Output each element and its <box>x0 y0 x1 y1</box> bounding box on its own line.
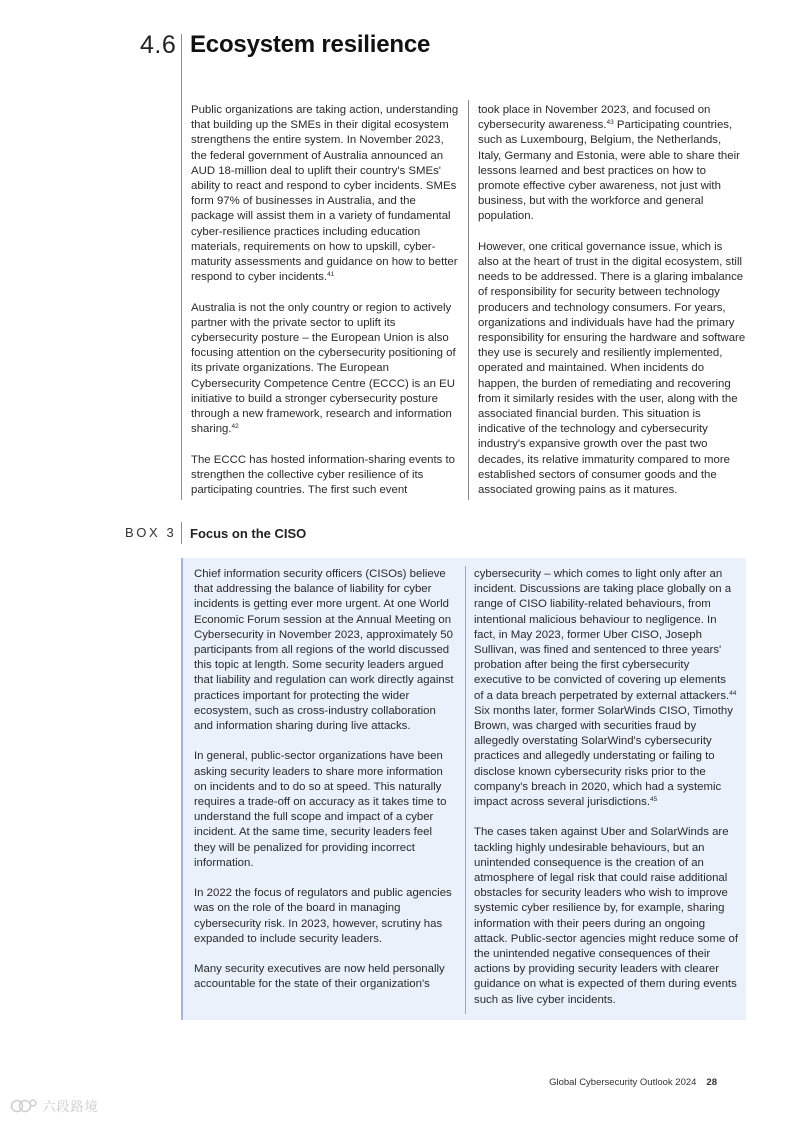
box-column-right <box>474 567 738 1008</box>
main-column-left <box>191 103 461 498</box>
paragraph: The cases taken against Uber and SolarWinds are tackling highly undesirable behaviours, but an unintended consequence is the creation of an atmosphere of legal risk that could raise additional obstacles for security leaders who wish to improve systemic cyber resilience by, for example, sharing information with their peers during an ongoing attack. Public-sector agencies might reduce some of the unintended negative consequences of their actions by providing security leaders with clearer guidance on what is expected of them during events such as live cyber incidents. <box>474 826 739 1006</box>
paragraph: took place in November 2023, and focused on cybersecurity awareness.$^{43}$ Participating countries, such as Luxembourg, Belgium, the Netherlands, Italy, Germany and Estonia, were able to share their lessons learned and best practices on how to promote effective cyber awareness, not just with business, but with the workforce and general population. <box>478 104 740 223</box>
box-column-left <box>194 567 456 993</box>
section-divider-line <box>181 34 182 500</box>
box-column-divider <box>465 566 466 1014</box>
box-title: Focus on the CISO <box>190 526 307 541</box>
paragraph: Australia is not the only country or region to actively partner with the private sector to uplift its cybersecurity posture – the European Union is also focusing attention on the cybersecurity positioning of its private organizations. The European Cybersecurity Competence Centre (ECCC) is an EU initiative to build a stronger cybersecurity posture through a new framework, research and information sharing.$^{42}$ <box>191 301 456 436</box>
page-number: 28 <box>706 1077 717 1088</box>
footnote-ref: 42 <box>231 423 239 431</box>
watermark-logo-icon <box>10 1097 38 1115</box>
section-title: Ecosystem resilience <box>190 31 431 58</box>
footnote-ref: 43 <box>606 119 614 127</box>
footnote-ref: 44 <box>729 689 737 697</box>
paragraph: Many security executives are now held personally accountable for the state of their organization's <box>194 963 445 991</box>
publication-title: Global Cybersecurity Outlook 2024 <box>549 1077 697 1088</box>
box-panel-border <box>181 558 183 1020</box>
column-divider-line <box>468 100 469 500</box>
paragraph: In 2022 the focus of regulators and public agencies was on the role of the board in managing cybersecurity risk. In 2023, however, scrutiny has expanded to include security leaders. <box>194 887 452 945</box>
paragraph: cybersecurity – which comes to light only after an incident. Discussions are taking place globally on a range of CISO liability-related behaviours, from intentional malicious behaviour to negligence. In fact, in May 2023, former Uber CISO, Joseph Sullivan, was fined and sentenced to three years' probation after being the first cybersecurity executive to be convicted of covering up elements of a data breach perpetrated by external attackers.$^{44}$ Six months later, former SolarWinds CISO, Timothy Brown, was charged with securities fraud by allegedly overstating SolarWind's cybersecurity practices and allegedly understating or failing to disclose known cybersecurity risks prior to the company's breach in 2020, which had a systemic impact across several jurisdictions.$^{45}$ <box>474 568 737 809</box>
paragraph: In general, public-sector organizations have been asking security leaders to share more information on incidents and to do so at speed. This naturally requires a trade-off on accuracy as it takes time to understand the full scope and impact of a cyber incident. At the same time, security leaders feel they will be penalized for providing incorrect information. <box>194 750 447 869</box>
page-footer <box>549 1077 717 1088</box>
paragraph: However, one critical governance issue, which is also at the heart of trust in the digital ecosystem, still needs to be addressed. There is a glaring imbalance of responsibility for security between technology producers and technology consumers. For years, organizations and individuals have had the primary responsibility for ensuring the hardware and software they use is securely and resiliently implemented, operated and maintained. When incidents do happen, the burden of remediating and recovering from it similarly resides with the user, along with the associated financial burden. This situation is indicative of the technology and cybersecurity industry's expansive growth over the past two decades, its relative immaturity compared to more established sectors of consumer goods and the associated growing pains as it matures. <box>478 240 746 497</box>
box-label-divider <box>181 522 182 544</box>
box-label: BOX 3 <box>125 525 177 540</box>
section-number: 4.6 <box>140 31 177 59</box>
footnote-ref: 41 <box>327 271 335 279</box>
watermark: 六段路境 <box>10 1096 99 1115</box>
paragraph: The ECCC has hosted information-sharing events to strengthen the collective cyber resilience of its participating countries. The first such event <box>191 453 456 497</box>
footnote-ref: 45 <box>649 796 658 804</box>
paragraph: Public organizations are taking action, understanding that building up the SMEs in their digital ecosystem strengthens the entire system. In November 2023, the federal government of Australia announced an AUD 18-million deal to uplift their country's SMEs' ability to react and respond to cyber incidents. SMEs form 97% of businesses in Australia, and the package will assist them in a variety of fundamental cyber-resilience practices including education materials, requirements on how to upskill, cyber-maturity assessments and guidance on how to better respond to cyber incidents.$^{41}$ <box>191 104 459 284</box>
paragraph: Chief information security officers (CISOs) believe that addressing the balance of liability for cyber incidents is getting ever more urgent. At one World Economic Forum session at the Annual Meeting on Cybersecurity in November 2023, approximately 50 participants from all regions of the world discussed this topic at length. Some security leaders argued that liability and regulation can work directly against practices important for protecting the wider ecosystem, such as cross-industry collaboration and information sharing during live attacks. <box>194 568 454 733</box>
main-column-right <box>478 103 746 498</box>
